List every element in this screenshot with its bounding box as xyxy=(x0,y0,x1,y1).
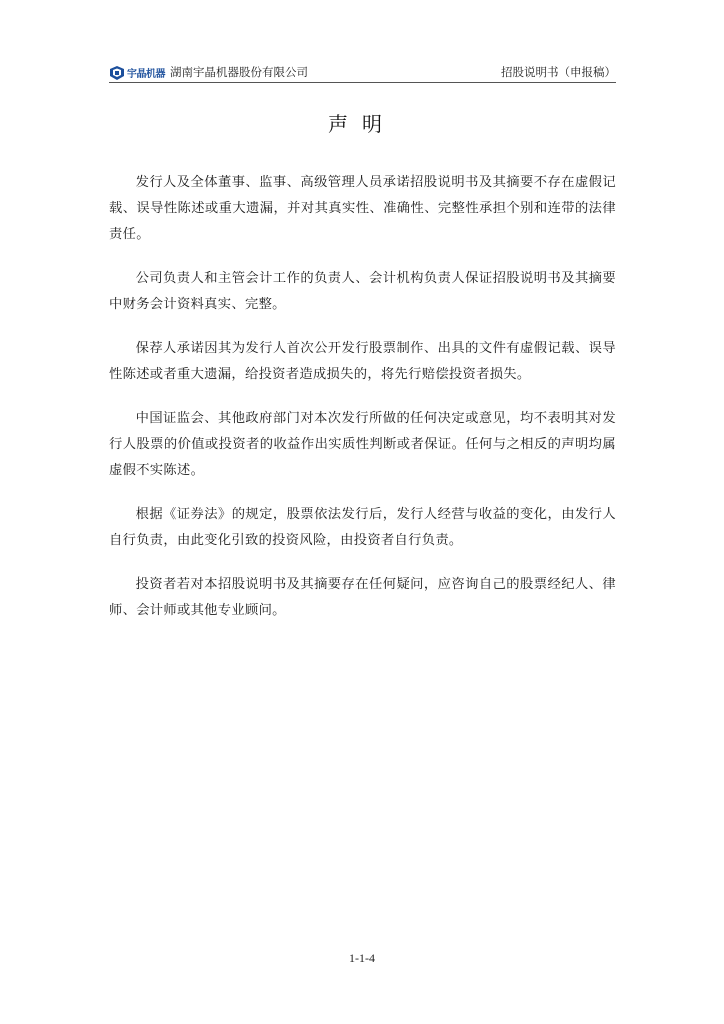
paragraph: 投资者若对本招股说明书及其摘要存在任何疑问，应咨询自己的股票经纪人、律师、会计师或其他专业顾问。 xyxy=(109,577,616,618)
paragraph: 保荐人承诺因其为发行人首次公开发行股票制作、出具的文件有虚假记载、误导性陈述或者重大遗漏，给投资者造成损失的，将先行赔偿投资者损失。 xyxy=(109,341,616,382)
document-type: 招股说明书（申报稿） xyxy=(501,65,616,79)
paragraph: 根据《证券法》的规定，股票依法发行后，发行人经营与收益的变化，由发行人自行负责，由此变化引致的投资风险，由投资者自行负责。 xyxy=(109,507,616,548)
logo-text: 宇晶机器 xyxy=(127,69,165,80)
paragraph: 发行人及全体董事、监事、高级管理人员承诺招股说明书及其摘要不存在虚假记载、误导性陈述或重大遗漏，并对其真实性、准确性、完整性承担个别和连带的法律责任。 xyxy=(109,175,616,242)
header-left xyxy=(109,64,308,82)
company-logo-icon xyxy=(109,66,125,80)
page-number: 1-1-4 xyxy=(349,951,375,965)
company-name: 湖南宇晶机器股份有限公司 xyxy=(170,65,308,79)
company-logo xyxy=(109,65,165,80)
statement-body xyxy=(109,170,616,642)
paragraph: 中国证监会、其他政府部门对本次发行所做的任何决定或意见，均不表明其对发行人股票的价值或投资者的收益作出实质性判断或者保证。任何与之相反的声明均属虚假不实陈述。 xyxy=(109,411,616,478)
paragraph: 公司负责人和主管会计工作的负责人、会计机构负责人保证招股说明书及其摘要中财务会计资料真实、完整。 xyxy=(109,271,616,312)
page-header xyxy=(109,60,616,83)
page-title: 声明 xyxy=(328,112,396,136)
